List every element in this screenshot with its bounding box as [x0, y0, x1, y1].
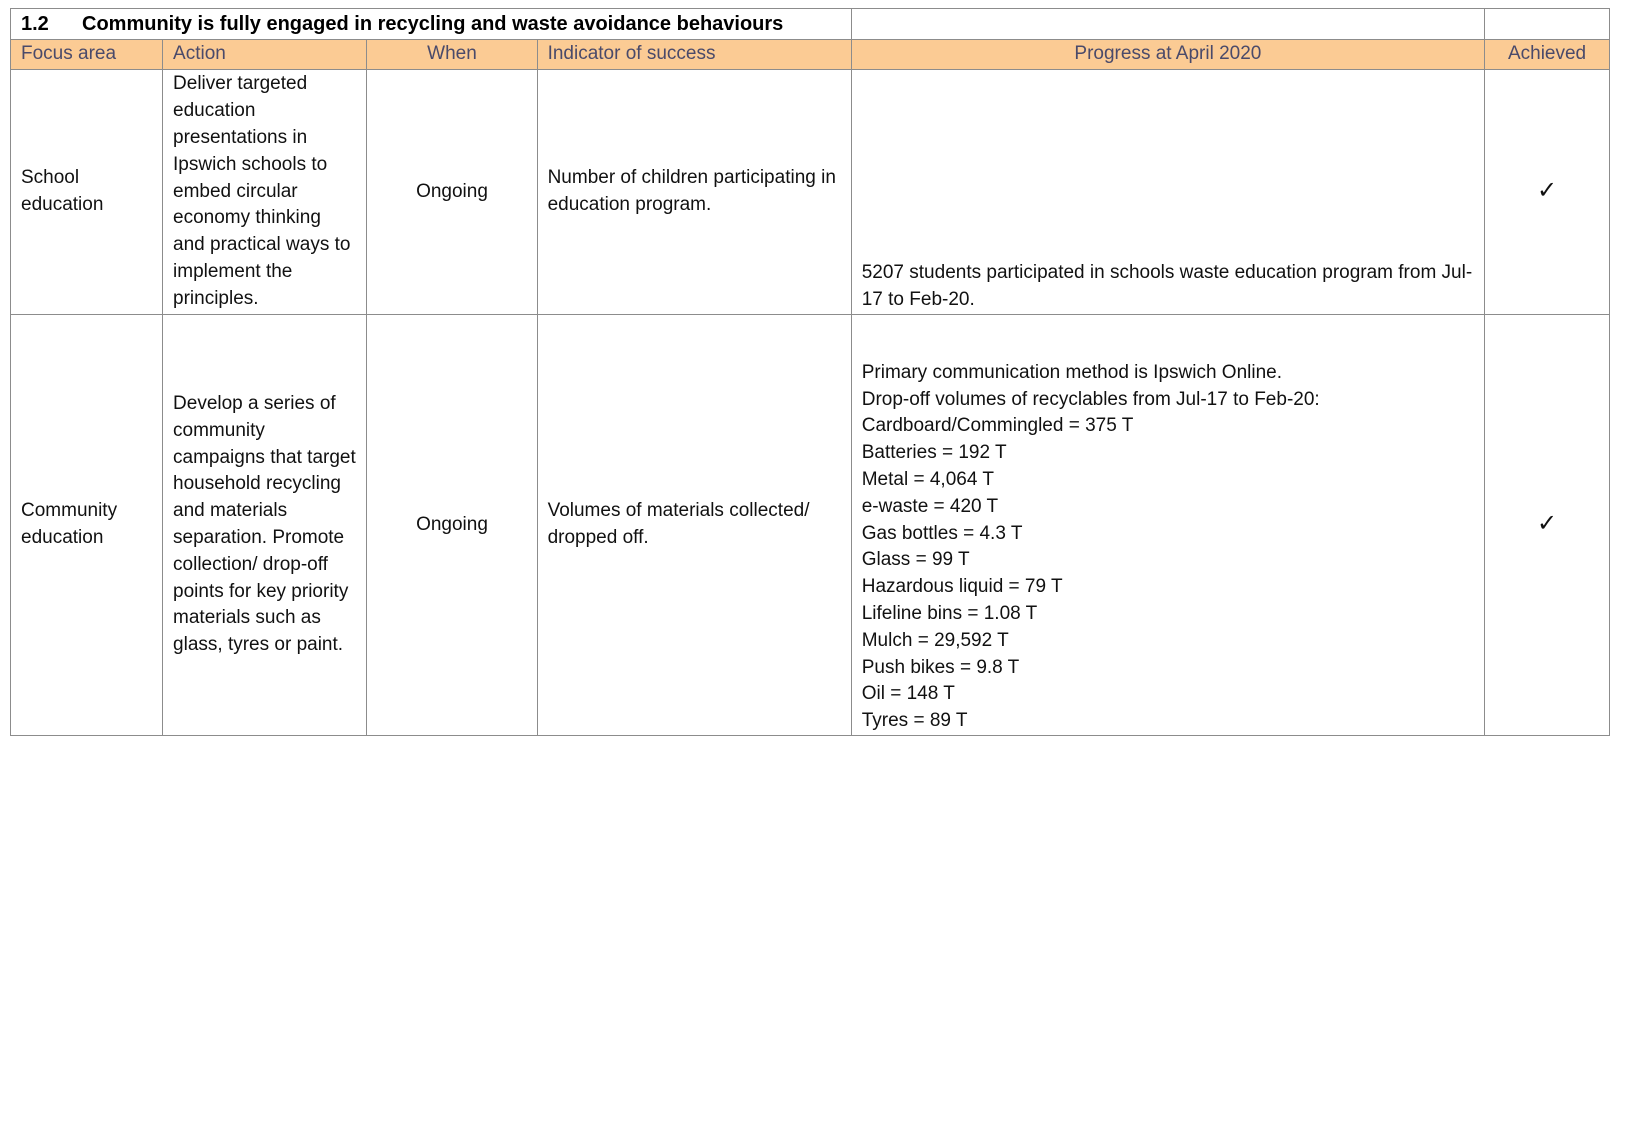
progress-line: Primary communication method is Ipswich Online.: [861, 361, 1282, 383]
header-focus-area: Focus area: [11, 40, 163, 70]
cell-when: Ongoing: [367, 315, 537, 736]
section-number: 1.2: [21, 12, 49, 35]
progress-line: Drop-off volumes of recyclables from Jul-17 to Feb-20:: [861, 388, 1320, 410]
cell-action: Develop a series of community campaigns that target household recycling and materials separation. Promote collection/ drop-off points for key priority materials such as glass, tyres or paint.: [163, 315, 367, 736]
cell-focus-area: School education: [11, 70, 163, 315]
header-progress: Progress at April 2020: [851, 40, 1484, 70]
progress-line: Batteries = 192 T: [861, 442, 1007, 464]
progress-line: Mulch = 29,592 T: [861, 629, 1009, 651]
cell-when: Ongoing: [367, 70, 537, 315]
section-title: Community is fully engaged in recycling and waste avoidance behaviours: [82, 12, 784, 35]
table-row-community-education: [11, 315, 1610, 736]
empty-title-cell: [851, 9, 1484, 40]
header-action: Action: [163, 40, 367, 70]
cell-progress: [851, 70, 1484, 315]
header-achieved: Achieved: [1485, 40, 1610, 70]
progress-line: Cardboard/Commingled = 375 T: [861, 415, 1134, 437]
progress-line: Push bikes = 9.8 T: [861, 656, 1020, 678]
header-when: When: [367, 40, 537, 70]
section-title-row: [11, 9, 1610, 40]
progress-line: Oil = 148 T: [861, 683, 955, 705]
cell-progress: [851, 315, 1484, 736]
section-title-cell: [11, 9, 852, 40]
progress-line: Glass = 99 T: [861, 549, 970, 571]
progress-line: 5207 students participated in schools waste education program from Jul-17 to Feb-20.: [861, 262, 1473, 311]
progress-line: e-waste = 420 T: [861, 495, 999, 517]
cell-achieved: [1485, 70, 1610, 315]
cell-achieved: [1485, 315, 1610, 736]
cell-indicator: Volumes of materials collected/ dropped off.: [537, 315, 851, 736]
progress-line: Tyres = 89 T: [861, 710, 968, 732]
cell-focus-area: Community education: [11, 315, 163, 736]
progress-line: Gas bottles = 4.3 T: [861, 522, 1023, 544]
table-row-school-education: [11, 70, 1610, 315]
header-indicator: Indicator of success: [537, 40, 851, 70]
column-header-row: [11, 40, 1610, 70]
empty-title-cell: [1485, 9, 1610, 40]
cell-indicator: Number of children participating in education program.: [537, 70, 851, 315]
checkmark-icon: ✓: [1536, 509, 1558, 538]
checkmark-icon: ✓: [1536, 176, 1558, 205]
action-plan-table: [10, 8, 1610, 736]
cell-action: Deliver targeted education presentations in Ipswich schools to embed circular economy thinking and practical ways to implement the principles.: [163, 70, 367, 315]
progress-line: Metal = 4,064 T: [861, 469, 994, 491]
progress-line: Lifeline bins = 1.08 T: [861, 603, 1038, 625]
progress-line: Hazardous liquid = 79 T: [861, 576, 1063, 598]
